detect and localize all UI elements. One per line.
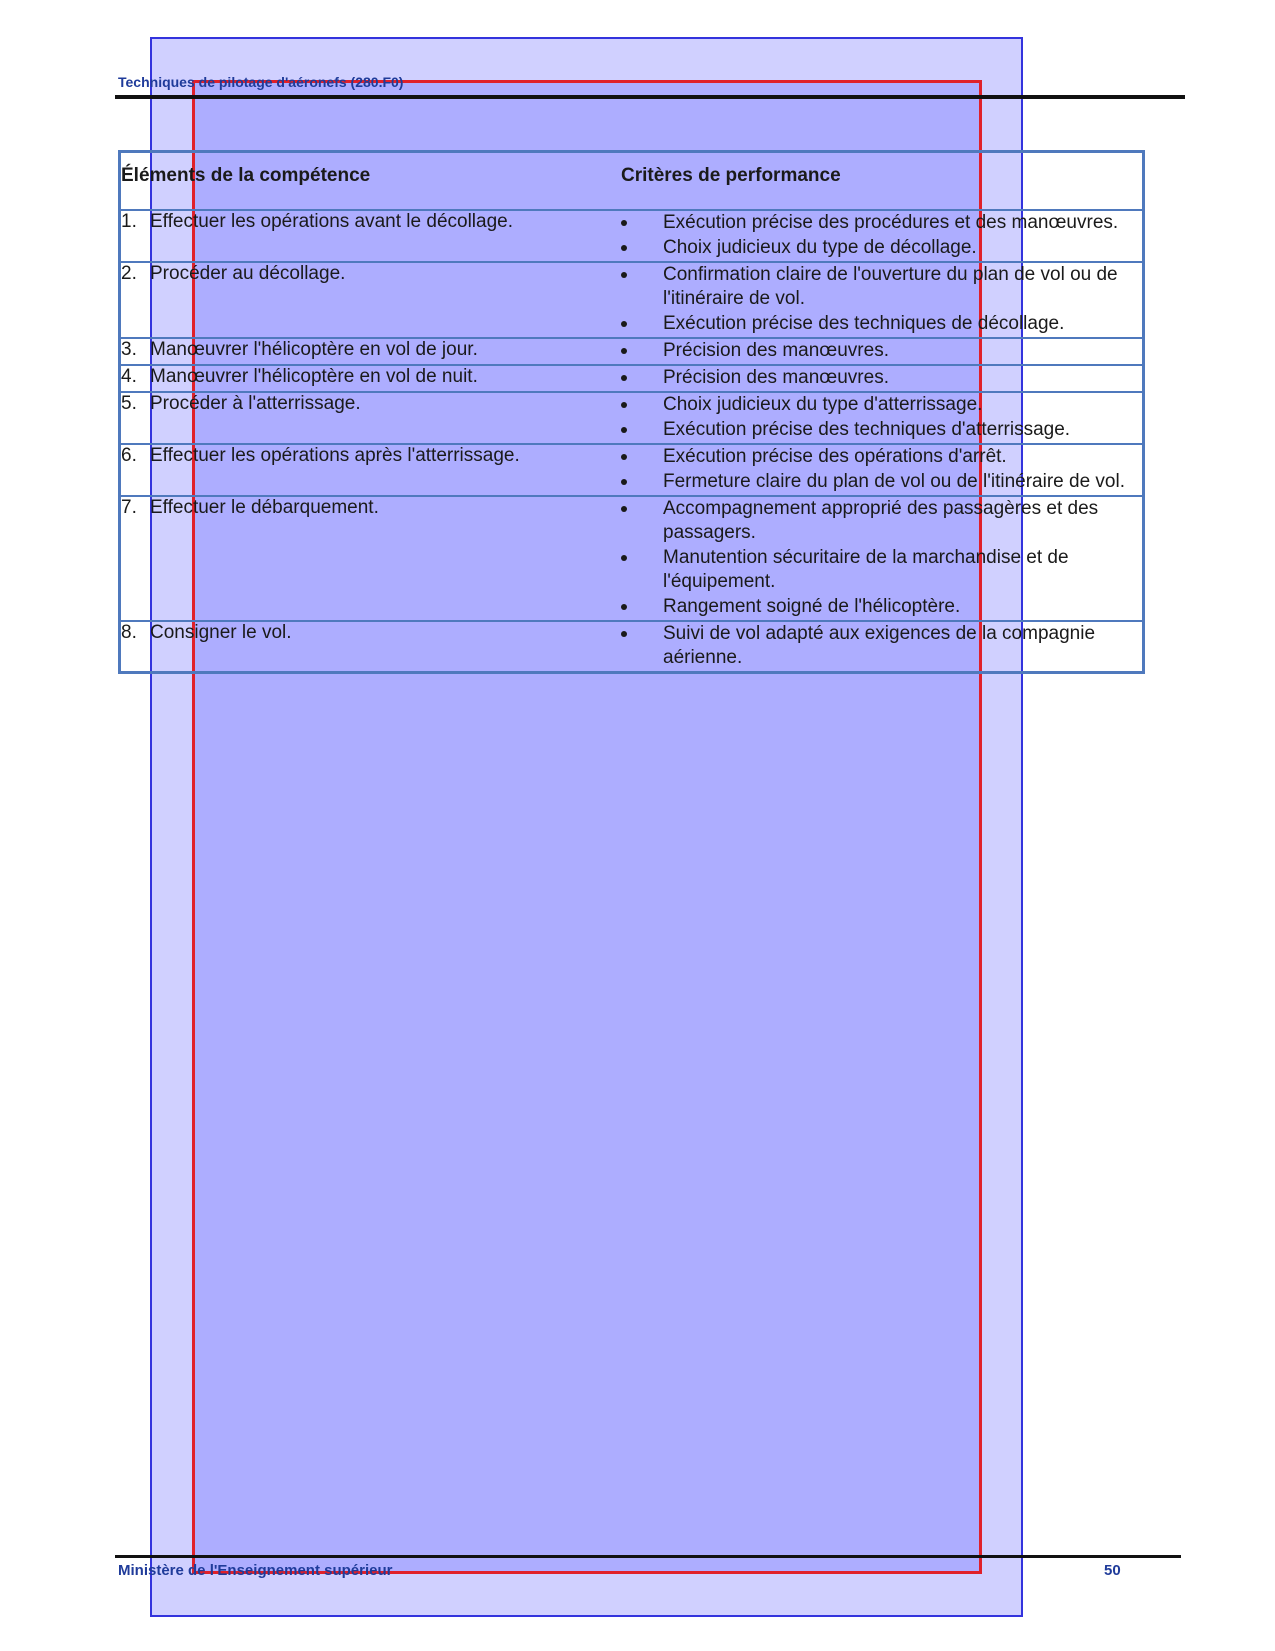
criteres-list [621,263,1142,336]
critere-item [621,418,1142,442]
page-number: 50 [1104,1562,1121,1579]
element-number: 1. [121,211,137,232]
criteres-cell [621,365,1144,392]
table-row [120,210,1144,262]
element-number: 7. [121,497,137,518]
table-header-row [120,152,1144,211]
table-row [120,365,1144,392]
critere-text: Précision des manœuvres. [663,367,889,388]
criteres-cell [621,210,1144,262]
critere-text: Suivi de vol adapté aux exigences de la compagnie aérienne. [663,623,1096,668]
critere-item [621,312,1142,336]
bullet-icon [621,506,627,512]
critere-text: Confirmation claire de l'ouverture du plan de vol ou de l'itinéraire de vol. [663,264,1118,309]
critere-item [621,470,1142,494]
bullet-icon [621,402,627,408]
criteres-cell [621,444,1144,496]
element-text: Effectuer les opérations avant le décollage. [150,211,513,232]
criteres-cell [621,496,1144,621]
element-cell [120,444,622,496]
element-cell [120,392,622,444]
element-text: Procéder à l'atterrissage. [150,393,361,414]
bullet-icon [621,479,627,485]
critere-item [621,211,1142,235]
element-cell [120,365,622,392]
critere-text: Choix judicieux du type d'atterrissage. [663,394,983,415]
criteres-cell [621,338,1144,365]
critere-text: Exécution précise des techniques de décollage. [663,313,1065,334]
critere-item [621,366,1142,390]
criteres-cell [621,262,1144,338]
critere-item [621,622,1142,670]
table-body [120,210,1144,673]
bullet-icon [621,375,627,381]
critere-text: Exécution précise des opérations d'arrêt. [663,446,1007,467]
element-number: 6. [121,445,137,466]
element-text: Manœuvrer l'hélicoptère en vol de nuit. [150,366,478,387]
element-number: 8. [121,622,137,643]
criteres-list [621,622,1142,670]
element-cell [120,262,622,338]
critere-text: Choix judicieux du type de décollage. [663,237,977,258]
criteres-list [621,497,1142,619]
critere-item [621,445,1142,469]
critere-item [621,595,1142,619]
element-cell [120,621,622,673]
footer-ministry: Ministère de l'Enseignement supérieur [118,1562,393,1579]
critere-item [621,236,1142,260]
critere-item [621,497,1142,545]
critere-item [621,393,1142,417]
element-text: Manœuvrer l'hélicoptère en vol de jour. [150,339,478,360]
criteres-list [621,366,1142,390]
table-row [120,621,1144,673]
competence-table [118,150,1145,674]
critere-item [621,546,1142,594]
critere-text: Manutention sécuritaire de la marchandise et de l'équipement. [663,547,1069,592]
header-divider [115,95,1185,99]
bullet-icon [621,321,627,327]
critere-item [621,339,1142,363]
criteres-cell [621,621,1144,673]
bullet-icon [621,220,627,226]
bullet-icon [621,427,627,433]
critere-text: Précision des manœuvres. [663,340,889,361]
element-text: Consigner le vol. [150,622,292,643]
element-cell [120,496,622,621]
criteres-cell [621,392,1144,444]
element-cell [120,210,622,262]
footer-divider [115,1555,1181,1558]
table-row [120,262,1144,338]
bullet-icon [621,604,627,610]
table-row [120,444,1144,496]
table-row [120,496,1144,621]
criteres-list [621,339,1142,363]
bullet-icon [621,631,627,637]
element-number: 2. [121,263,137,284]
critere-text: Exécution précise des techniques d'atterrissage. [663,419,1071,440]
element-text: Effectuer les opérations après l'atterrissage. [150,445,520,466]
bullet-icon [621,454,627,460]
criteres-list [621,445,1142,494]
critere-text: Exécution précise des procédures et des manœuvres. [663,212,1119,233]
criteres-list [621,393,1142,442]
element-cell [120,338,622,365]
critere-text: Rangement soigné de l'hélicoptère. [663,596,961,617]
critere-item [621,263,1142,311]
criteres-list [621,211,1142,260]
element-text: Procéder au décollage. [150,263,346,284]
bullet-icon [621,272,627,278]
col-header-criteres: Critères de performance [621,152,1144,211]
page-header-title: Techniques de pilotage d'aéronefs (280.F0) [118,74,404,90]
table-row [120,392,1144,444]
critere-text: Fermeture claire du plan de vol ou de l'itinéraire de vol. [663,471,1125,492]
element-text: Effectuer le débarquement. [150,497,379,518]
table-row [120,338,1144,365]
bullet-icon [621,348,627,354]
bullet-icon [621,245,627,251]
col-header-elements: Éléments de la compétence [120,152,622,211]
critere-text: Accompagnement approprié des passagères et des passagers. [663,498,1099,543]
element-number: 5. [121,393,137,414]
element-number: 4. [121,366,137,387]
bullet-icon [621,555,627,561]
element-number: 3. [121,339,137,360]
